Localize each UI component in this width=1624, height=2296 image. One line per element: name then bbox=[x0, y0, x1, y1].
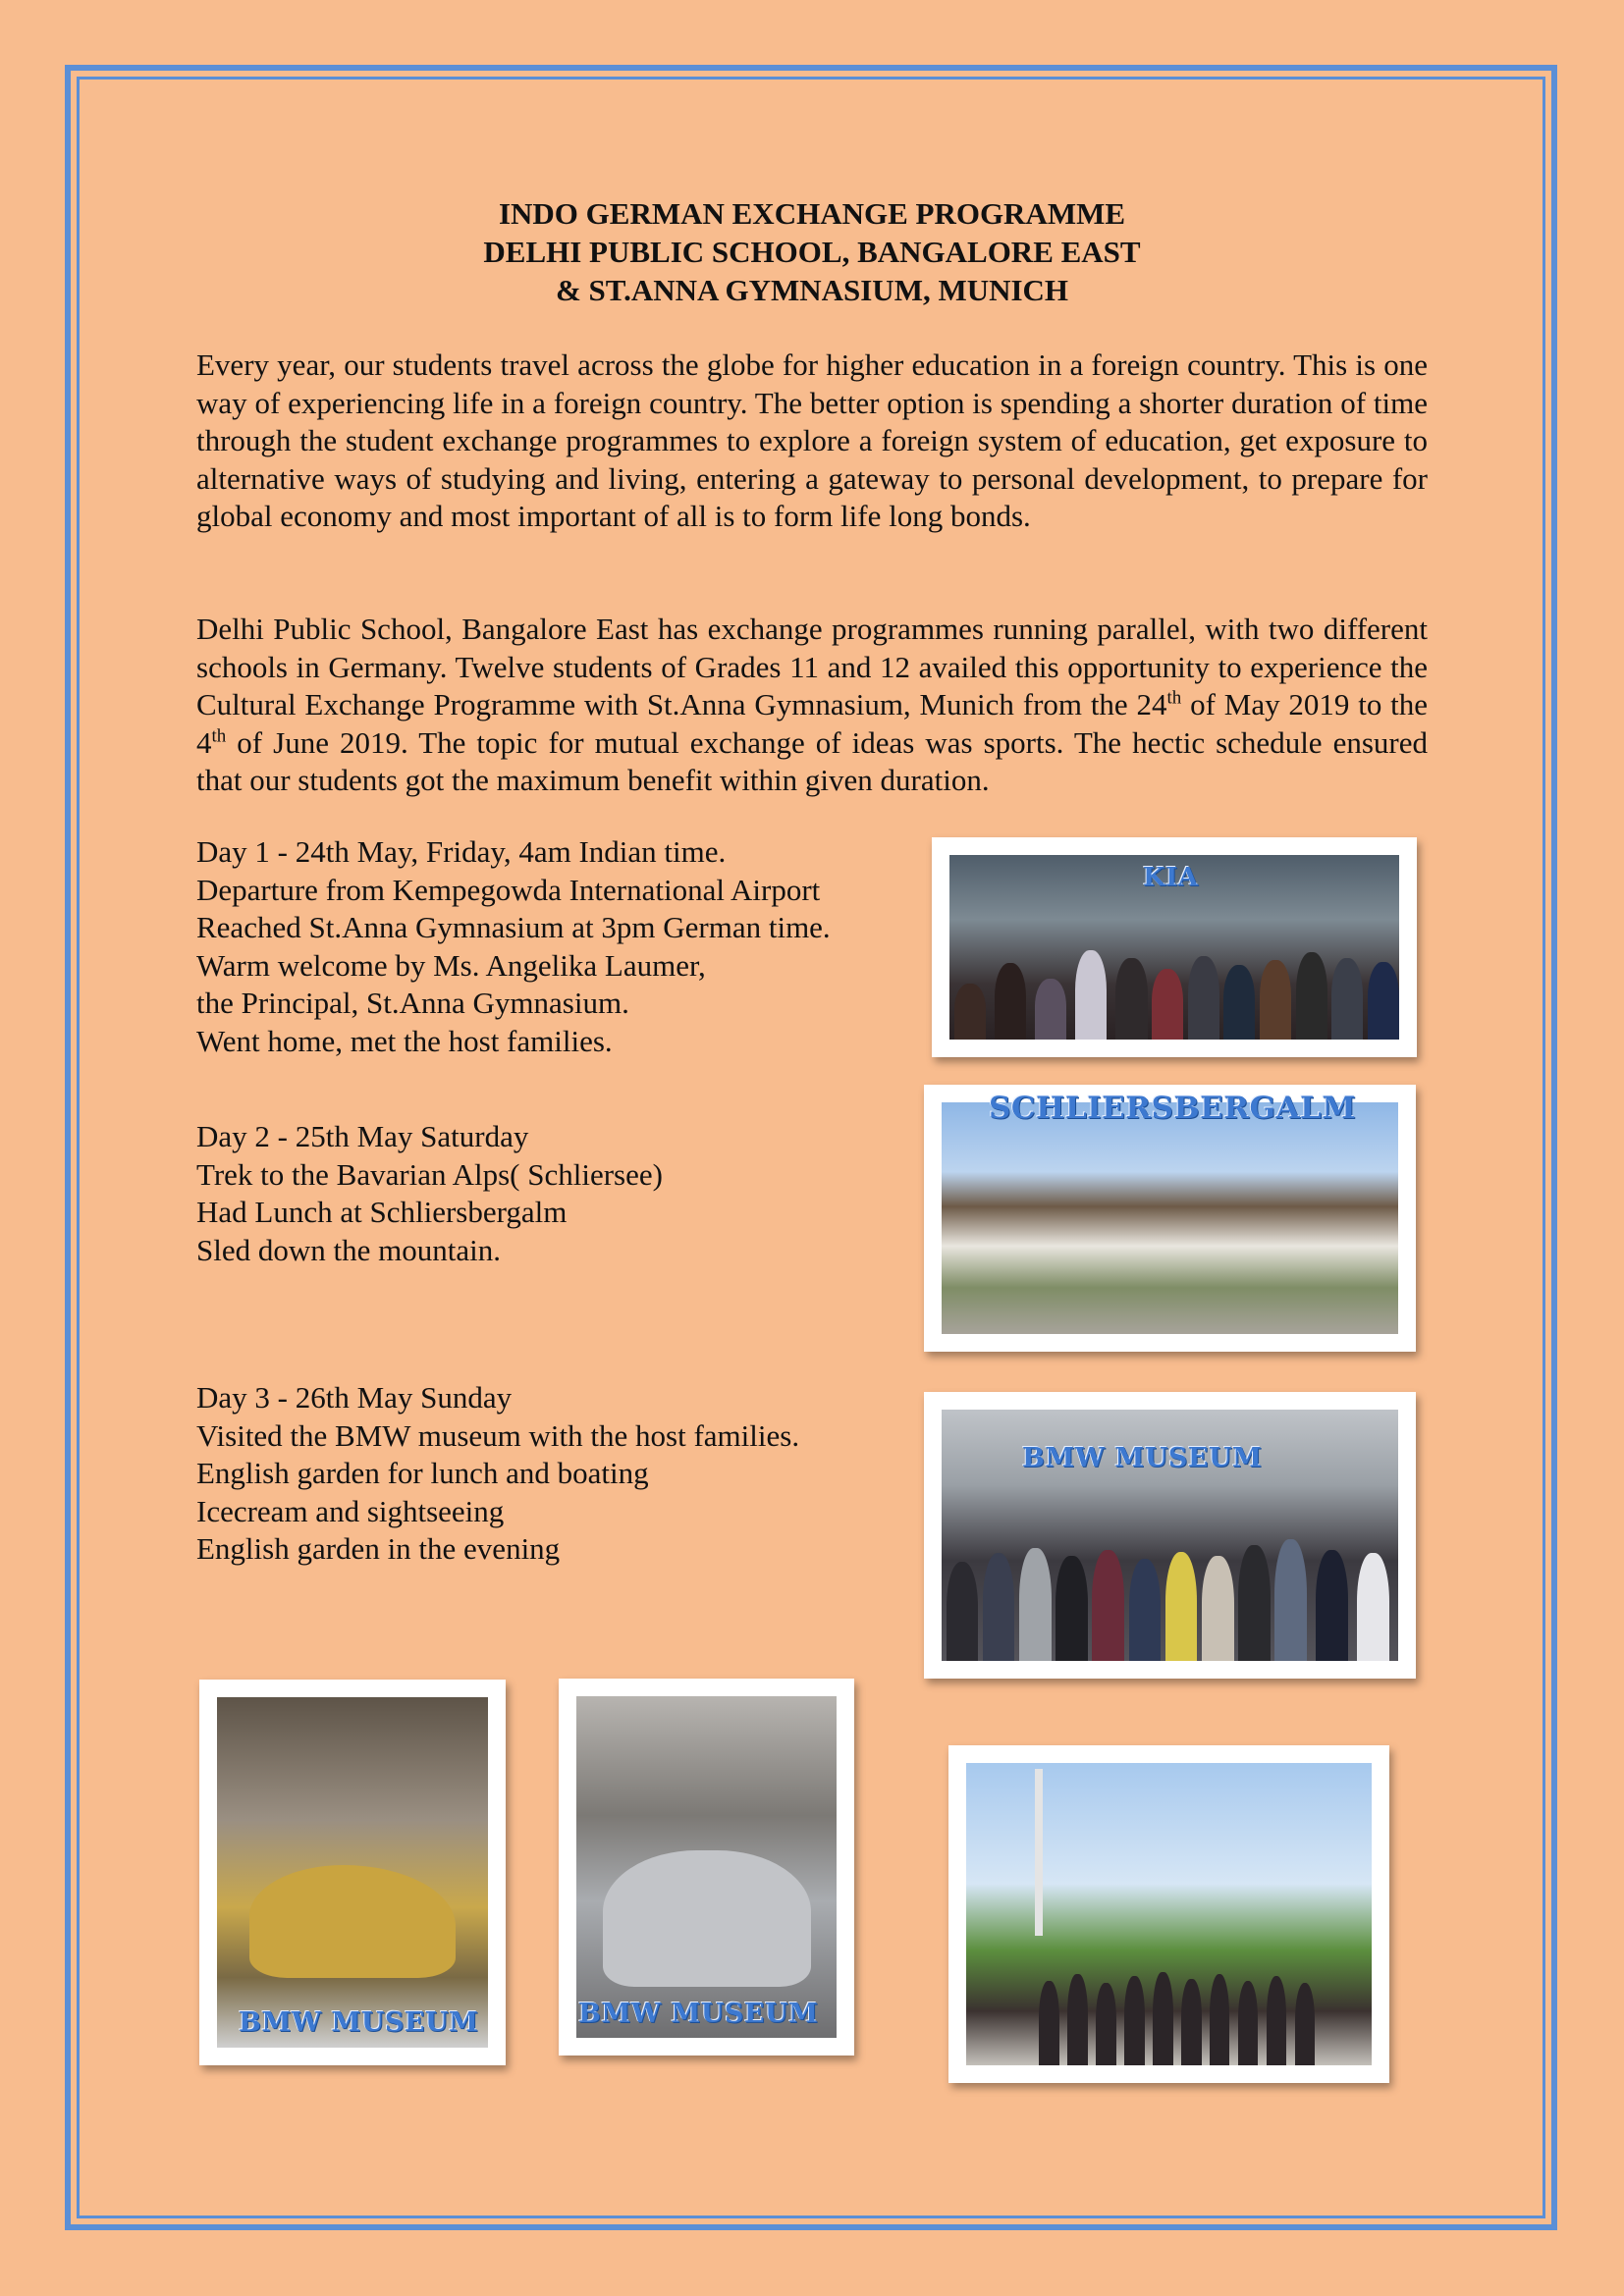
photo-caption: BMW MUSEUM bbox=[578, 1999, 819, 2029]
tower-shape bbox=[1035, 1769, 1043, 1935]
silver-car-photo-image bbox=[576, 1696, 837, 2038]
day-3-line: English garden in the evening bbox=[196, 1531, 561, 1566]
day-3-itinerary bbox=[196, 1379, 923, 1569]
day-2-line: Trek to the Bavarian Alps( Schliersee) bbox=[196, 1156, 663, 1192]
group-silhouettes bbox=[942, 1522, 1398, 1661]
silver-car-photo bbox=[559, 1679, 854, 2056]
day-2-line: Had Lunch at Schliersbergalm bbox=[196, 1195, 568, 1229]
heading-line-3: & ST.ANNA GYMNASIUM, MUNICH bbox=[555, 273, 1069, 307]
group-silhouettes bbox=[966, 1959, 1372, 2065]
day-1-line: Departure from Kempegowda International Airport bbox=[196, 872, 821, 907]
page-heading bbox=[196, 194, 1428, 309]
airport-group-photo bbox=[932, 837, 1417, 1057]
day-1-line: Day 1 - 24th May, Friday, 4am Indian time. bbox=[196, 834, 727, 869]
day-3-line: Day 3 - 26th May Sunday bbox=[196, 1380, 513, 1415]
day-2-line: Sled down the mountain. bbox=[196, 1232, 501, 1267]
intro-paragraph: Every year, our students travel across the globe for higher education in a foreign country. This is one way of experiencing life in a foreign country. The better option is spending a shorter duration of time through the student exchange programmes to explore a foreign system of education, get exposure to alternative ways of studying and living, entering a gateway to personal development, to prepare for global economy and most important of all is to form life long bonds. bbox=[196, 347, 1428, 533]
day-3-line: Icecream and sightseeing bbox=[196, 1493, 505, 1528]
programme-text-2: of May 2019 to the 4 bbox=[196, 687, 1429, 760]
ordinal-suffix: th bbox=[211, 725, 227, 747]
olympic-tower-group-photo bbox=[948, 1745, 1389, 2083]
car-shape bbox=[249, 1865, 456, 1977]
programme-text-1: Delhi Public School, Bangalore East has exchange programmes running parallel, with two different schools in Germany. Twelve students of Grades 11 and 12 availed this opportunity to experience the Cultural Exchange Programme with St.Anna Gymnasium, Munich from the 24 bbox=[196, 612, 1428, 721]
programme-paragraph bbox=[196, 611, 1428, 800]
day-1-itinerary bbox=[196, 833, 923, 1060]
day-2-line: Day 2 - 25th May Saturday bbox=[196, 1119, 529, 1153]
tower-photo-image bbox=[966, 1763, 1372, 2065]
heading-line-2: DELHI PUBLIC SCHOOL, BANGALORE EAST bbox=[483, 235, 1141, 269]
car-shape bbox=[603, 1850, 811, 1987]
day-3-line: Visited the BMW museum with the host families. bbox=[196, 1417, 800, 1453]
ordinal-suffix: th bbox=[1166, 687, 1182, 709]
isetta-car-photo bbox=[199, 1680, 506, 2065]
day-1-line: Went home, met the host families. bbox=[196, 1023, 613, 1058]
heading-line-1: INDO GERMAN EXCHANGE PROGRAMME bbox=[498, 196, 1126, 231]
schliersbergalm-photo bbox=[924, 1085, 1416, 1352]
day-1-line: Reached St.Anna Gymnasium at 3pm German time. bbox=[196, 910, 831, 944]
photo-caption: BMW MUSEUM bbox=[1022, 1443, 1263, 1473]
day-2-itinerary bbox=[196, 1118, 923, 1269]
photo-caption: SCHLIERSBERGALM bbox=[989, 1091, 1357, 1126]
photo-caption: KIA bbox=[1143, 863, 1199, 892]
day-3-line: English garden for lunch and boating bbox=[196, 1456, 649, 1490]
day-1-line: Warm welcome by Ms. Angelika Laumer, bbox=[196, 947, 706, 983]
schliersbergalm-photo-image bbox=[942, 1102, 1398, 1334]
programme-text-3: of June 2019. The topic for mutual exchange of ideas was sports. The hectic schedule ensured that our students got the maximum benefit within given duration. bbox=[196, 724, 1428, 797]
isetta-photo-image bbox=[217, 1697, 488, 2048]
group-silhouettes bbox=[949, 938, 1399, 1040]
photo-caption: BMW MUSEUM bbox=[239, 2007, 479, 2038]
day-1-line: the Principal, St.Anna Gymnasium. bbox=[196, 986, 629, 1020]
bmw-museum-group-photo bbox=[924, 1392, 1416, 1679]
